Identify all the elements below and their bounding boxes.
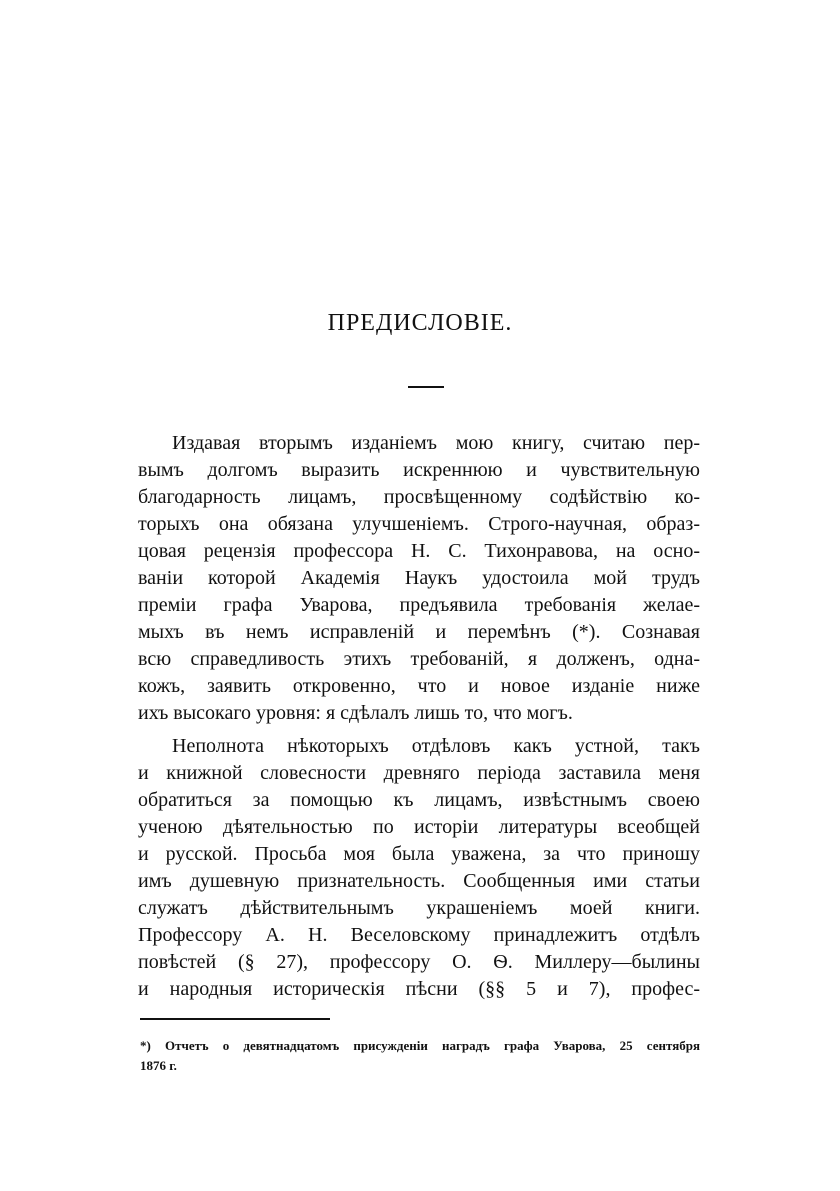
text-line: имъ душевную признательность. Сообщенныя ими статьи bbox=[138, 870, 700, 892]
text-line: преміи графа Уварова, предъявила требованія желае- bbox=[138, 594, 700, 616]
text-line: ученою дѣятельностью по исторіи литературы всеобщей bbox=[138, 816, 700, 838]
text-line: ихъ высокаго уровня: я сдѣлалъ лишь то, что могъ. bbox=[138, 702, 573, 724]
text-line: вымъ долгомъ выразить искреннюю и чувствительную bbox=[138, 459, 700, 481]
text-line: кожъ, заявить откровенно, что и новое изданіе ниже bbox=[138, 675, 700, 697]
text-line: цовая рецензія профессора Н. С. Тихонравова, на осно- bbox=[138, 540, 700, 562]
text-line: Издавая вторымъ изданіемъ мою книгу, считаю пер- bbox=[172, 432, 700, 454]
text-line: торыхъ она обязана улучшеніемъ. Строго-научная, образ- bbox=[138, 513, 700, 535]
text-line: Профессору А. Н. Веселовскому принадлежитъ отдѣлъ bbox=[138, 924, 700, 946]
footnote-divider bbox=[140, 1018, 330, 1020]
text-line: повѣстей (§ 27), профессору О. Ѳ. Миллеру—былины bbox=[138, 951, 700, 973]
text-line: служатъ дѣйствительнымъ украшеніемъ моей книги. bbox=[138, 897, 700, 919]
text-line: и книжной словесности древняго періода заставила меня bbox=[138, 762, 700, 784]
text-line: обратиться за помощью къ лицамъ, извѣстнымъ своею bbox=[138, 789, 700, 811]
footnote-line: *) Отчетъ о девятнадцатомъ присужденіи наградъ графа Уварова, 25 сентября bbox=[140, 1038, 700, 1053]
text-line: и русской. Просьба моя была уважена, за что приношу bbox=[138, 843, 700, 865]
text-line: мыхъ въ немъ исправленій и перемѣнъ (*). Сознавая bbox=[138, 621, 700, 643]
text-line: ваніи которой Академія Наукъ удостоила мой трудъ bbox=[138, 567, 700, 589]
text-line: Неполнота нѣкоторыхъ отдѣловъ какъ устной, такъ bbox=[172, 735, 700, 757]
text-line: и народныя историческія пѣсни (§§ 5 и 7), профес- bbox=[138, 978, 700, 1000]
page-title: ПРЕДИСЛОВІЕ. bbox=[327, 310, 513, 336]
text-line: всю справедливость этихъ требованій, я долженъ, одна- bbox=[138, 648, 700, 670]
text-line: благодарность лицамъ, просвѣщенному содѣйствію ко- bbox=[138, 486, 700, 508]
footnote bbox=[140, 1036, 700, 1076]
footnote-line: 1876 г. bbox=[140, 1058, 177, 1073]
title-divider bbox=[408, 386, 444, 388]
body-text bbox=[138, 430, 700, 1003]
